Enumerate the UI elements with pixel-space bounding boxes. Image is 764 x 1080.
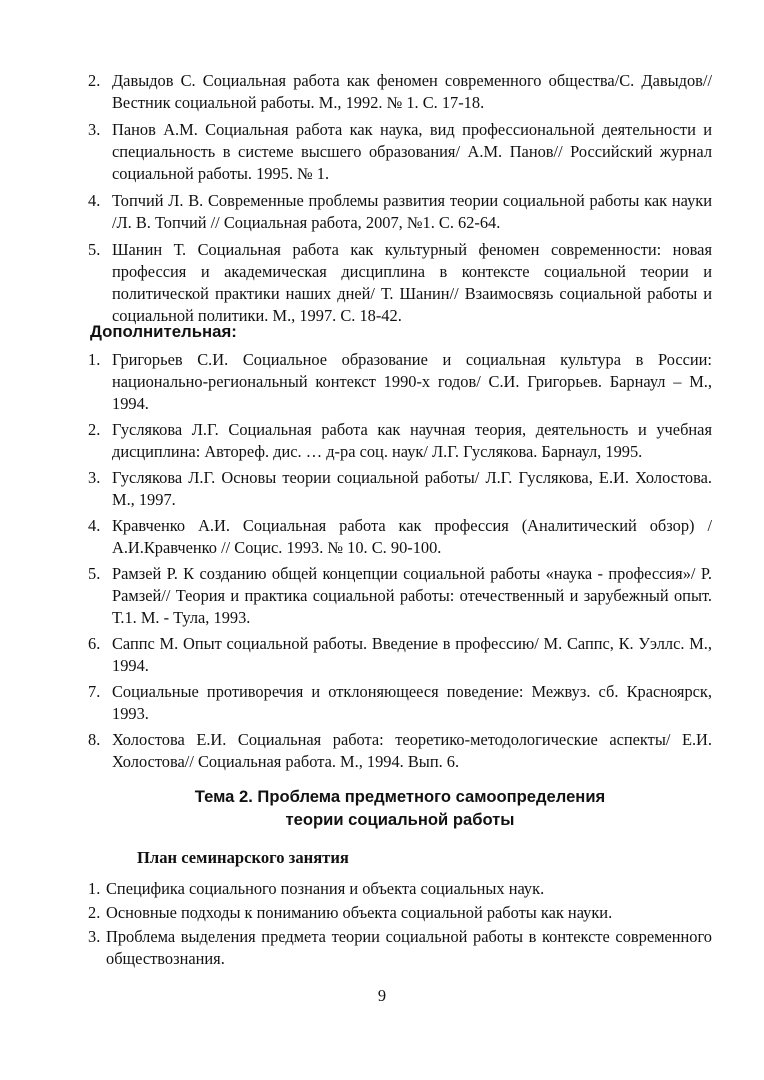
main-references-list — [88, 70, 712, 332]
reference-item: 2. Давыдов С. Социальная работа как феномен современного общества/С. Давыдов// Вестник социальной работы. М., 1992. № 1. С. 17-18. — [88, 71, 712, 112]
reference-item: 4. Кравченко А.И. Социальная работа как профессия (Аналитический обзор) / А.И.Кравченко // Социс. 1993. № 10. С. 90-100. — [88, 516, 712, 557]
reference-item: 6. Саппс М. Опыт социальной работы. Введение в профессию/ М. Саппс, К. Уэллс. М., 1994. — [88, 634, 712, 675]
page-number: 9 — [377, 986, 387, 1005]
reference-text: Социальные противоречия и отклоняющееся поведение: Межвуз. сб. Красноярск, 1993. — [112, 682, 712, 723]
reference-text: Гуслякова Л.Г. Социальная работа как научная теория, деятельность и учебная дисциплина: Автореф. дис. … д-ра соц. наук/ Л.Г. Гуслякова. Барнаул, 1995. — [112, 420, 712, 461]
topic-title-line: Тема 2. Проблема предметного самоопределения — [194, 787, 606, 806]
reference-item: 5. Рамзей Р. К созданию общей концепции социальной работы «наука - профессия»/ Р. Рамзей// Теория и практика социальной работы: отечественный и зарубежный опыт. Т.1. М. - Тула, 1993. — [88, 564, 712, 627]
reference-text: Холостова Е.И. Социальная работа: теоретико-методологические аспекты/ Е.И. Холостова// Социальная работа. М., 1994. Вып. 6. — [112, 730, 712, 771]
reference-item: 3. Гуслякова Л.Г. Основы теории социальной работы/ Л.Г. Гуслякова, Е.И. Холостова. М., 1997. — [88, 468, 712, 509]
additional-references-list — [88, 349, 712, 777]
reference-item: 5. Шанин Т. Социальная работа как культурный феномен современности: новая профессия и академическая дисциплина в контексте социальной теории и политической практики наших дней/ Т. Шанин// Взаимосвязь социальной работы и социальной политики. М., 1997. С. 18-42. — [88, 240, 712, 325]
reference-item: 4. Топчий Л. В. Современные проблемы развития теории социальной работы как науки /Л. В. Топчий // Социальная работа, 2007, №1. С. 62-64. — [88, 191, 712, 232]
plan-item-text: Основные подходы к пониманию объекта социальной работы как науки. — [106, 903, 613, 922]
reference-text: Григорьев С.И. Социальное образование и социальная культура в России: национально-региональный контекст 1990-х годов/ С.И. Григорьев. Барнаул – М., 1994. — [112, 350, 712, 413]
reference-item: 7. Социальные противоречия и отклоняющееся поведение: Межвуз. сб. Красноярск, 1993. — [88, 682, 712, 723]
plan-heading: План семинарского занятия — [137, 848, 349, 867]
plan-item-text: Специфика социального познания и объекта социальных наук. — [106, 879, 545, 898]
plan-item: 2. Основные подходы к пониманию объекта социальной работы как науки. — [88, 902, 712, 924]
seminar-plan-list — [88, 878, 712, 972]
reference-item: 3. Панов А.М. Социальная работа как наука, вид профессиональной деятельности и специальность в системе высшего образования/ А.М. Панов// Российский журнал социальной работы. 1995. № 1. — [88, 120, 712, 183]
additional-heading: Дополнительная: — [90, 322, 237, 341]
plan-item: 1. Специфика социального познания и объекта социальных наук. — [88, 878, 712, 900]
reference-text: Рамзей Р. К созданию общей концепции социальной работы «наука - профессия»/ Р. Рамзей// Теория и практика социальной работы: отечественный и зарубежный опыт. Т.1. М. - Тула, 1993. — [112, 564, 712, 627]
reference-item: 1. Григорьев С.И. Социальное образование и социальная культура в России: национально-региональный контекст 1990-х годов/ С.И. Григорьев. Барнаул – М., 1994. — [88, 350, 712, 413]
reference-text: Гуслякова Л.Г. Основы теории социальной работы/ Л.Г. Гуслякова, Е.И. Холостова. М., 1997. — [112, 468, 712, 509]
topic-title — [88, 785, 712, 831]
reference-text: Шанин Т. Социальная работа как культурный феномен современности: новая профессия и академическая дисциплина в контексте социальной теории и политической практики наших дней/ Т. Шанин// Взаимосвязь социальной работы и социальной политики. М., 1997. С. 18-42. — [112, 240, 712, 325]
plan-item-text: Проблема выделения предмета теории социальной работы в контексте современного обществознания. — [106, 927, 712, 968]
plan-item: 3. Проблема выделения предмета теории социальной работы в контексте современного обществознания. — [88, 927, 712, 968]
topic-title-line: теории социальной работы — [285, 810, 515, 829]
reference-item: 2. Гуслякова Л.Г. Социальная работа как научная теория, деятельность и учебная дисциплина: Автореф. дис. … д-ра соц. наук/ Л.Г. Гуслякова. Барнаул, 1995. — [88, 420, 712, 461]
reference-text: Кравченко А.И. Социальная работа как профессия (Аналитический обзор) / А.И.Кравченко // Социс. 1993. № 10. С. 90-100. — [112, 516, 712, 557]
reference-text: Давыдов С. Социальная работа как феномен современного общества/С. Давыдов// Вестник социальной работы. М., 1992. № 1. С. 17-18. — [112, 71, 712, 112]
reference-text: Саппс М. Опыт социальной работы. Введение в профессию/ М. Саппс, К. Уэллс. М., 1994. — [112, 634, 712, 675]
reference-text: Панов А.М. Социальная работа как наука, вид профессиональной деятельности и специальность в системе высшего образования/ А.М. Панов// Российский журнал социальной работы. 1995. № 1. — [112, 120, 712, 183]
reference-item: 8. Холостова Е.И. Социальная работа: теоретико-методологические аспекты/ Е.И. Холостова// Социальная работа. М., 1994. Вып. 6. — [88, 730, 712, 771]
reference-text: Топчий Л. В. Современные проблемы развития теории социальной работы как науки /Л. В. Топчий // Социальная работа, 2007, №1. С. 62-64. — [112, 191, 712, 232]
